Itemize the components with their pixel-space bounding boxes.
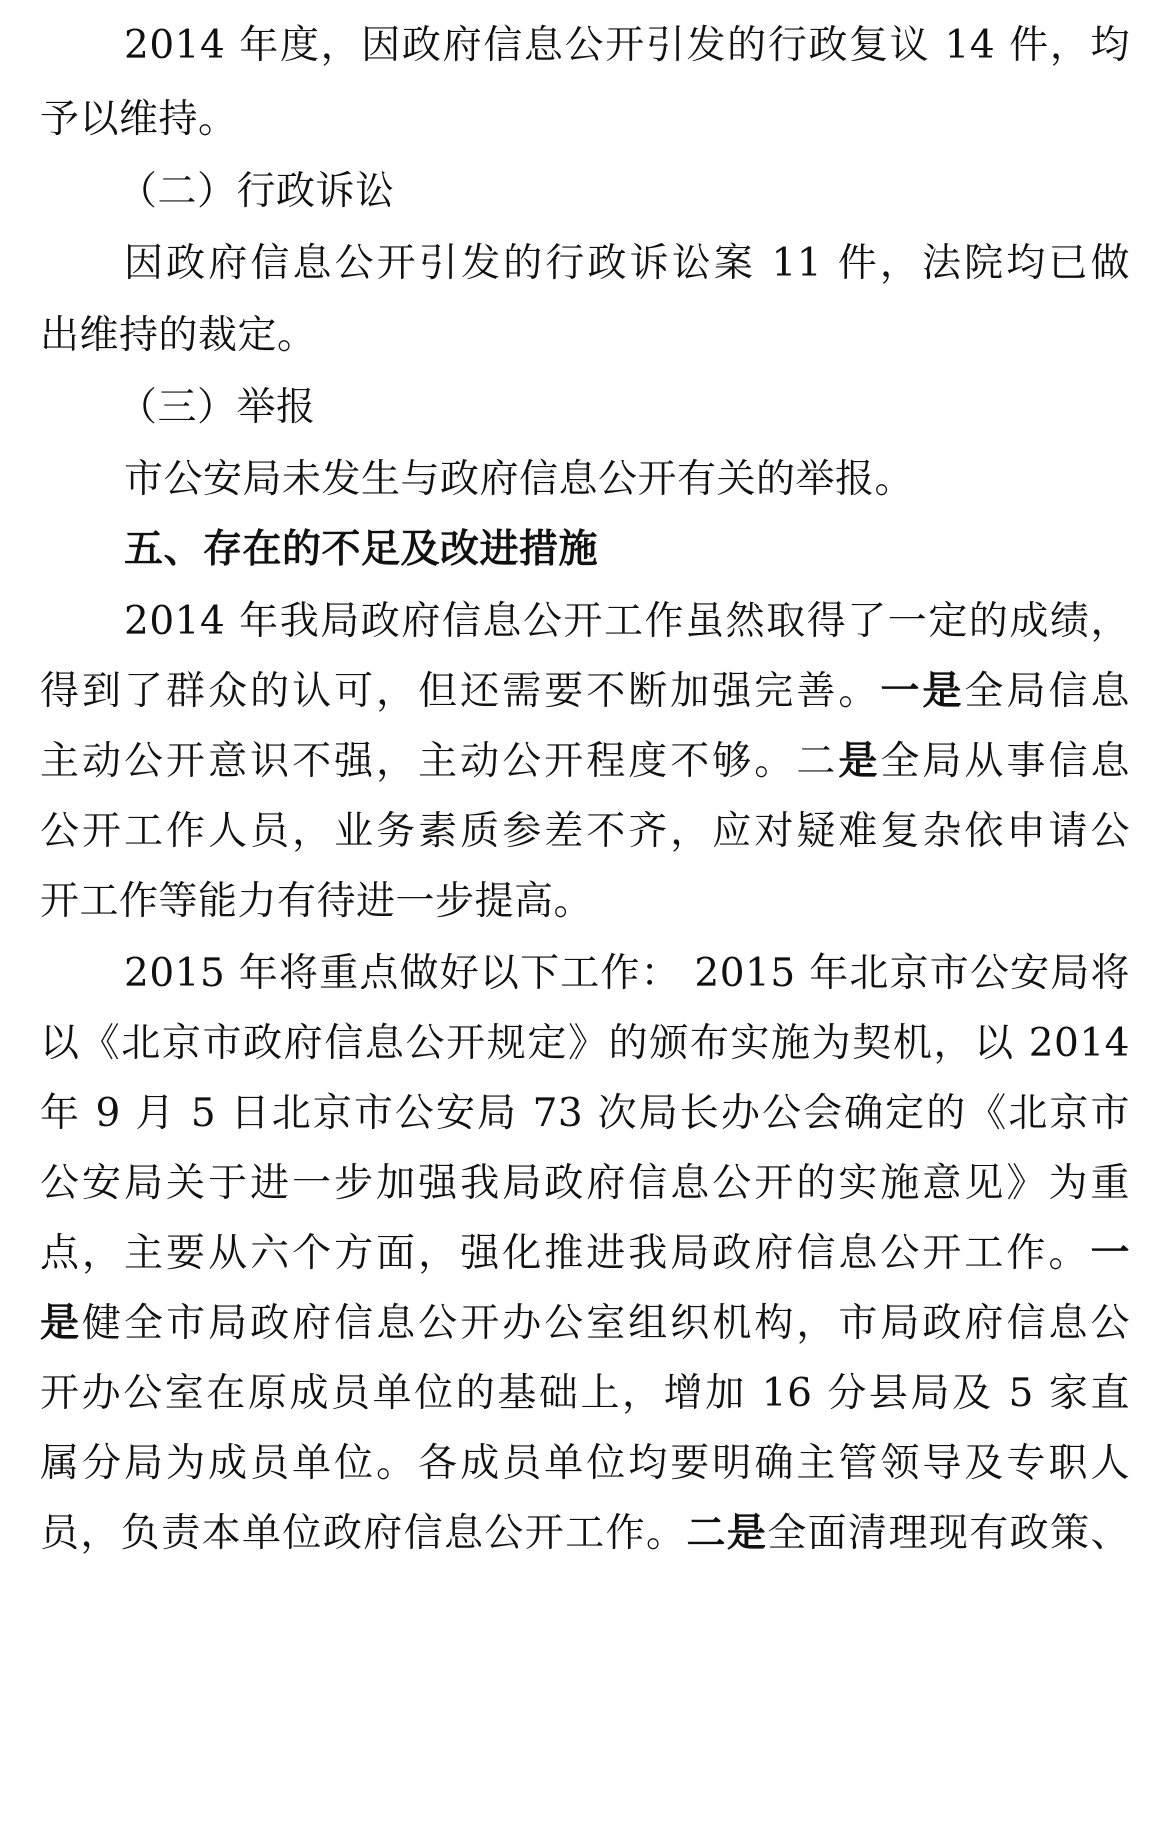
emphasis: 二是: [686, 1511, 768, 1556]
paragraph-line: 开办公室在原成员单位的基础上，增加 16 分县局及 5 家直: [40, 1371, 1130, 1416]
paragraph-line: 市公安局未发生与政府信息公开有关的举报。: [124, 457, 915, 502]
text-run: 主动公开意识不强，主动公开程度不够。二: [40, 739, 839, 784]
text-run: 全面清理现有政策、: [767, 1511, 1130, 1556]
paragraph-line: 属分局为成员单位。各成员单位均要明确主管领导及专职人: [40, 1441, 1130, 1486]
paragraph-line: 2015 年将重点做好以下工作： 2015 年北京市公安局将: [124, 951, 1130, 996]
section-heading: 五、存在的不足及改进措施: [124, 527, 599, 572]
subsection-heading: （三）举报: [118, 385, 316, 430]
emphasis: 一: [1090, 1231, 1130, 1276]
paragraph-line: [40, 1300, 1130, 1348]
emphasis: 一是: [880, 669, 965, 714]
paragraph-line: 公开工作人员，业务素质参差不齐，应对疑难复杂依申请公: [40, 809, 1130, 854]
text-run: 得到了群众的认可，但还需要不断加强完善。: [40, 669, 881, 714]
paragraph-line: [40, 668, 1130, 716]
paragraph-line: 因政府信息公开引发的行政诉讼案 11 件，法院均已做: [124, 241, 1130, 286]
text-run: 员，负责本单位政府信息公开工作。: [40, 1511, 687, 1556]
text-run: 全局从事信息: [880, 739, 1130, 784]
paragraph-line: [40, 1510, 1130, 1558]
paragraph-line: [40, 1230, 1130, 1278]
paragraph-line: 以《北京市政府信息公开规定》的颁布实施为契机，以 2014: [40, 1021, 1130, 1066]
paragraph-line: [40, 738, 1130, 786]
text-run: 全局信息: [964, 669, 1130, 714]
paragraph-line: 公安局关于进一步加强我局政府信息公开的实施意见》为重: [40, 1161, 1130, 1206]
emphasis: 是: [838, 739, 881, 784]
paragraph-line: 2014 年度，因政府信息公开引发的行政复议 14 件，均: [124, 23, 1130, 68]
emphasis: 是: [40, 1301, 83, 1346]
paragraph-line: 予以维持。: [40, 97, 238, 142]
text-run: 健全市局政府信息公开办公室组织机构，市局政府信息公: [82, 1301, 1130, 1346]
paragraph-line: 年 9 月 5 日北京市公安局 73 次局长办公会确定的《北京市: [40, 1091, 1130, 1136]
subsection-heading: （二）行政诉讼: [118, 169, 395, 214]
paragraph-line: 2014 年我局政府信息公开工作虽然取得了一定的成绩，: [124, 599, 1130, 644]
text-run: 点，主要从六个方面，强化推进我局政府信息公开工作。: [40, 1231, 1091, 1276]
paragraph-line: 开工作等能力有待进一步提高。: [40, 879, 594, 924]
paragraph-line: 出维持的裁定。: [40, 313, 317, 358]
